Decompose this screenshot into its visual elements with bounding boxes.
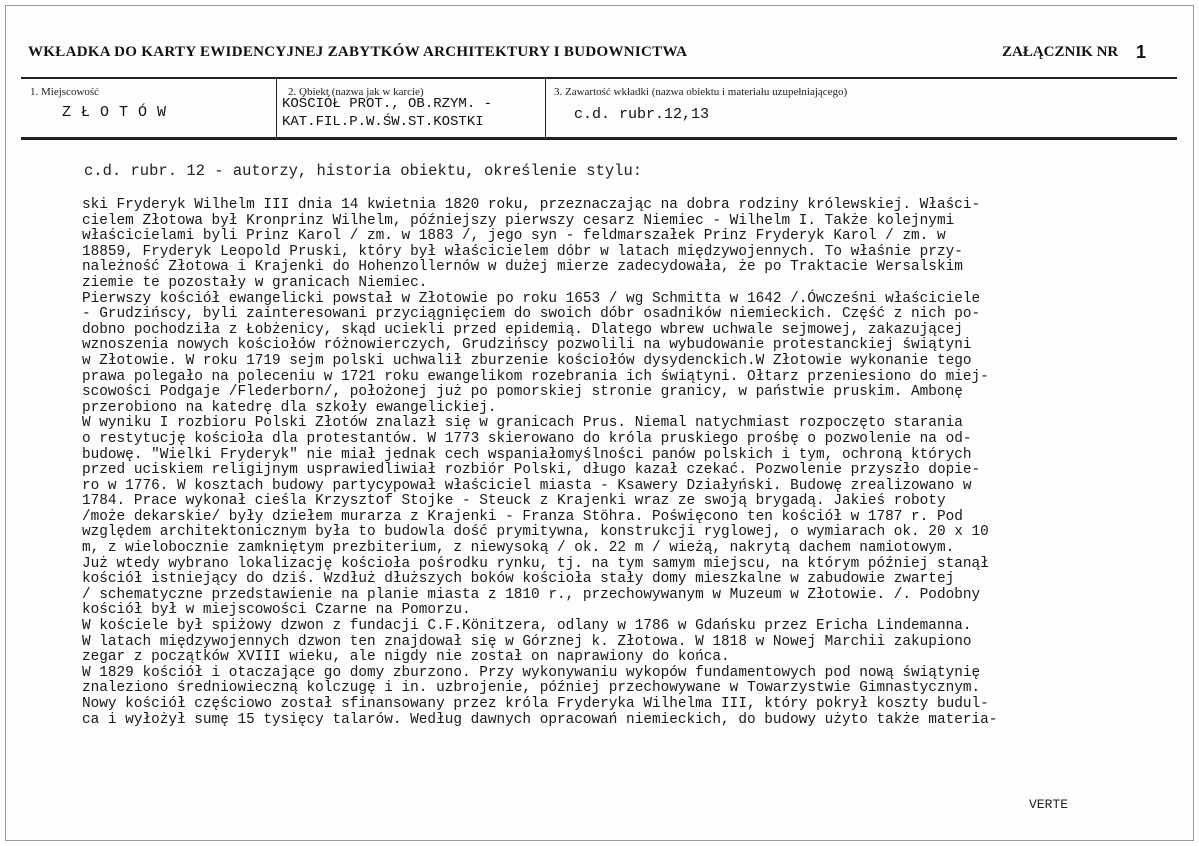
body-line: względem architektonicznym była to budowla dość prymitywna, konstrukcji ryglowej, o wymiarach ok. 20 x 10	[82, 524, 989, 541]
body-line: o restytucję kościoła dla protestantów. W 1773 skierowano do króla pruskiego prośbę o pozwolenie na od-	[82, 430, 972, 447]
header-bottom-rule	[21, 137, 1177, 140]
body-line: w Złotowie. W roku 1719 sejm polski uchwalił zburzenie kościołów dysydenckich.W Złotowie wykonanie tego	[82, 352, 972, 369]
header-top-rule	[21, 77, 1177, 79]
object-value-line: KOŚCIÓŁ PROT., OB.RZYM. -	[282, 96, 493, 112]
body-line: należność Złotowa i Krajenki do Hohenzollernów w dużej mierze zadecydowała, że po Traktacie Wersalskim	[82, 259, 963, 276]
object-label: 2. Obiekt (nazwa jak w karcie)	[288, 86, 424, 98]
form-title: WKŁADKA DO KARTY EWIDENCYJNEJ ZABYTKÓW ARCHITEKTURY I BUDOWNICTWA	[28, 44, 688, 60]
body-line: kościół był w miejscowości Czarne na Pomorzu.	[82, 602, 471, 619]
contents-value: c.d. rubr.12,13	[574, 106, 710, 123]
body-line: kościół istniejący do dziś. Wzdłuż dłuższych boków kościoła stały domy mieszkalne w zabudowie zwartej	[82, 571, 955, 588]
body-line: W wyniku I rozbioru Polski Złotów znalazł się w granicach Prus. Niemal natychmiast rozpoczęto starania	[82, 415, 963, 432]
body-line: W latach międzywojennych dzwon ten znajdował się w Górznej k. Złotowa. W 1818 w Nowej Marchii zakupiono	[82, 633, 972, 650]
body-line: /może dekarskie/ były dziełem murarza z Krajenki - Franza Stöhra. Poświęcono ten kościół w 1787 r. Pod	[82, 508, 963, 525]
body-line: ski Fryderyk Wilhelm III dnia 14 kwietnia 1820 roku, przeznaczając na dobra rodziny królewskiej. Właści-	[82, 197, 981, 213]
body-line: Już wtedy wybrano lokalizację kościoła pośrodku rynku, tj. na tym samym miejscu, na którym później stanął	[82, 555, 989, 572]
body-line: m, z wielobocznie zamkniętym prezbiterium, z niewysoką / ok. 22 m / wieżą, nakrytą dachem namiotowym.	[82, 540, 955, 557]
body-line: przerobiono na katedrę dla szkoły ewangelickiej.	[82, 399, 497, 416]
attachment-label: ZAŁĄCZNIK NR	[1002, 44, 1119, 60]
body-line: przed uciskiem religijnym usprawiedliwiał rozbiór Polski, długo kazał czekać. Pozwolenie przyszło dopie-	[82, 462, 981, 479]
body-line: W 1829 kościół i otaczające go domy zburzono. Przy wykonywaniu wykopów fundamentowych pod nową świątynię	[82, 664, 981, 681]
body-line: ro w 1776. W kosztach budowy partycypował właściciel miasta - Ksawery Działyński. Budowę zrealizowano w	[82, 477, 972, 494]
body-line: dobno pochodziła z Łobżenicy, skąd uciekli przed epidemią. Dlatego wbrew uchwale sejmowej, zakazującej	[82, 321, 963, 338]
body-line: wznoszenia nowych kościołów różnowierczych, Grudzińscy pozwolili na wybudowanie protestanckiej świątyni	[82, 337, 972, 354]
verte-label: VERTE	[1029, 797, 1069, 812]
object-value-line: KAT.FIL.P.W.ŚW.ST.KOSTKI	[282, 114, 484, 130]
body-line: właścicielami byli Prinz Karol / zm. w 1883 /, jego syn - feldmarszałek Prinz Fryderyk Karol / zm. w	[82, 228, 946, 245]
place-label: 1. Miejscowość	[30, 86, 100, 98]
body-line: ca i wyłożył sumę 15 tysięcy talarów. Według dawnych opracowań niemieckich, do budowy użyto także materia-	[82, 711, 998, 728]
place-value: ZŁOTÓW	[62, 104, 177, 121]
field-separator	[276, 79, 277, 137]
body-line: zegar z początków XVIII wieku, ale nigdy nie został on naprawiony do końca.	[82, 649, 730, 666]
contents-label: 3. Zawartość wkładki (nazwa obiektu i materiału uzupełniającego)	[554, 86, 848, 98]
section-intro: c.d. rubr. 12 - autorzy, historia obiektu, określenie stylu:	[84, 162, 643, 180]
body-line: cielem Złotowa był Kronprinz Wilhelm, późniejszy pierwszy cesarz Niemiec - Wilhelm I. Także kolejnymi	[82, 212, 955, 229]
body-line: Pierwszy kościół ewangelicki powstał w Złotowie po roku 1653 / wg Schmitta w 1642 /.Ówcześni właściciele	[82, 290, 981, 307]
body-text	[82, 198, 997, 728]
body-line: 1784. Prace wykonał cieśla Krzysztof Stojke - Steuck z Krajenki wraz ze swoją brygadą. Jakieś roboty	[82, 493, 946, 510]
body-line: ziemie te pozostały w granicach Niemiec.	[82, 274, 428, 291]
body-line: znaleziono średniowieczną kolczugę i in. uzbrojenie, później przechowywane w Towarzystwie Gimnastycznym.	[82, 680, 981, 697]
body-line: W kościele był spiżowy dzwon z fundacji C.F.Könitzera, odlany w 1786 w Gdańsku przez Ericha Lindemanna.	[82, 618, 972, 635]
body-line: prawa polegało na poleceniu w 1721 roku ewangelikom rozebrania ich świątyni. Ołtarz przeniesiono do miej-	[82, 368, 989, 385]
body-line: 18859, Fryderyk Leopold Pruski, który był właścicielem dóbr w latach międzywojennych. To właśnie przy-	[82, 243, 963, 260]
body-line: / schematyczne przedstawienie na planie miasta z 1810 r., przechowywanym w Muzeum w Złotowie. /. Podobny	[82, 586, 981, 603]
attachment-number: 1	[1136, 42, 1147, 62]
field-separator	[545, 79, 546, 137]
body-line: budowę. "Wielki Fryderyk" nie miał jednak cech wspaniałomyślności panów polskich i tym, ochroną których	[82, 446, 972, 463]
body-line: - Grudzińscy, byli zainteresowani przyciągnięciem do swoich dóbr osadników niemieckich. Część z nich po-	[82, 306, 981, 323]
body-line: Nowy kościół częściowo został sfinansowany przez króla Fryderyka Wilhelma III, który pokrył koszty budul-	[82, 696, 989, 712]
body-line: scowości Podgaje /Flederborn/, położonej już po pomorskiej stronie granicy, w państwie pruskim. Ambonę	[82, 384, 963, 401]
